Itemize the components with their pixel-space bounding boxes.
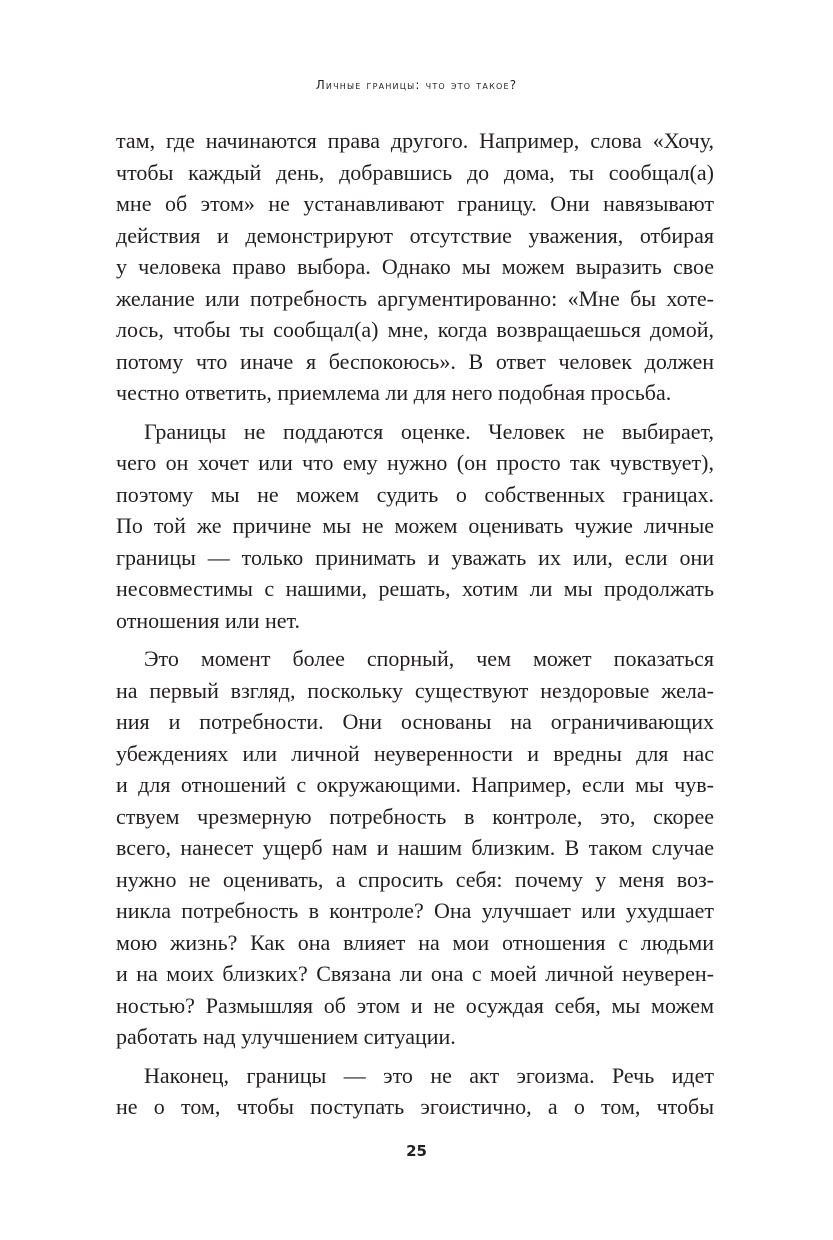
paragraph [116, 416, 714, 637]
text-line: и для отношений с окружающими. Например, если мы чув- [116, 772, 714, 797]
text-line: не о том, чтобы поступать эгоистично, а о том, чтобы [116, 1094, 714, 1119]
text-line: лось, чтобы ты сообщал(а) мне, когда возвращаешься домой, [116, 317, 714, 342]
running-head: Личные границы: что это такое? [315, 78, 518, 92]
paragraph [116, 643, 714, 1053]
paragraph [116, 125, 714, 409]
paragraph [116, 1060, 714, 1123]
text-line: потому что иначе я беспокоюсь». В ответ человек должен [116, 348, 714, 374]
text-line: границы — только принимать и уважать их или, если они [116, 544, 714, 570]
text-line: там, где начинаются права другого. Например, слова «Хочу, [116, 128, 714, 153]
text-line: Это момент более спорный, чем может показаться [144, 646, 714, 671]
text-line: действия и демонстрируют отсутствие уважения, отбирая [116, 222, 714, 248]
text-line: чего он хочет или что ему нужно (он просто так чувствует), [116, 450, 714, 475]
text-line: мою жизнь? Как она влияет на мои отношения с людьми [116, 929, 714, 955]
text-line: чтобы каждый день, добравшись до дома, ты сообщал(а) [116, 159, 714, 185]
page-number: 25 [406, 1142, 427, 1160]
body-text [116, 125, 714, 1123]
text-line: Границы не поддаются оценке. Человек не выбирает, [144, 418, 714, 444]
text-line: ния и потребности. Они основаны на ограничивающих [116, 709, 714, 734]
text-line: и на моих близких? Связана ли она с моей личной неуверен- [116, 961, 714, 986]
text-line: ностью? Размышляя об этом и не осуждая себя, мы можем [116, 992, 714, 1018]
text-line: нужно не оценивать, а спросить себя: почему у меня воз- [116, 866, 714, 892]
text-line: несовместимы с нашими, решать, хотим ли мы продолжать [116, 576, 714, 601]
text-line: поэтому мы не можем судить о собственных границах. [116, 481, 714, 507]
text-line: Наконец, границы — это не акт эгоизма. Речь идет [144, 1062, 714, 1088]
text-line: на первый взгляд, поскольку существуют нездоровые жела- [116, 677, 714, 703]
text-line: убеждениях или личной неуверенности и вредны для нас [116, 740, 714, 766]
text-line: мне об этом» не устанавливают границу. Они навязывают [116, 191, 714, 216]
text-line: работать над улучшением ситуации. [116, 1024, 456, 1049]
text-line: По той же причине мы не можем оценивать чужие личные [116, 513, 714, 538]
text-line: всего, нанесет ущерб нам и нашим близким. В таком случае [116, 835, 714, 860]
text-line: у человека право выбора. Однако мы можем выразить свое [116, 254, 714, 279]
text-line: честно ответить, приемлема ли для него подобная просьба. [116, 380, 672, 405]
text-line: желание или потребность аргументированно: «Мне бы хоте- [116, 285, 714, 311]
text-line: отношения или нет. [116, 607, 300, 633]
text-line: никла потребность в контроле? Она улучшает или ухудшает [116, 898, 714, 923]
text-line: ствуем чрезмерную потребность в контроле, это, скорее [116, 803, 714, 829]
